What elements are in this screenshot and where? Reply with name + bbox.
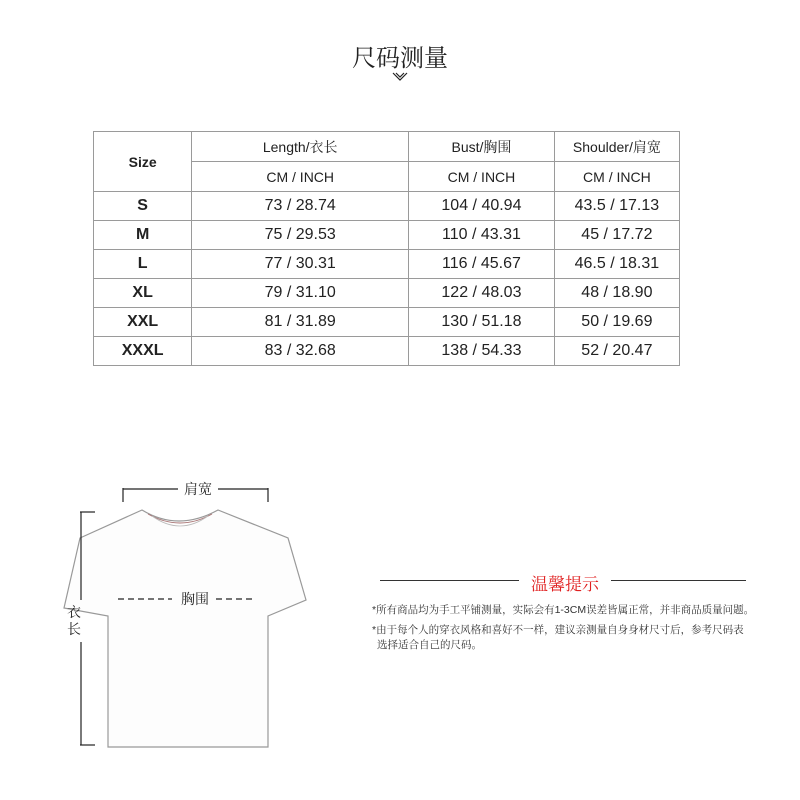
bust-cell: 122 / 48.03: [409, 279, 555, 308]
shoulder-column-header: Shoulder/肩宽: [554, 132, 679, 162]
length-cell: 75 / 29.53: [192, 221, 409, 250]
tips-note-1: *所有商品均为手工平铺测量，实际会有1-3CM误差皆属正常，并非商品质量问题。: [372, 604, 755, 616]
length-cell: 79 / 31.10: [192, 279, 409, 308]
table-row: [94, 221, 680, 250]
table-header-row: [94, 132, 680, 162]
shoulder-unit: CM / INCH: [554, 162, 679, 192]
chevron-down-icon: [392, 72, 408, 82]
tips-header: [380, 570, 750, 595]
size-table: [93, 131, 680, 366]
tips-note-2-line-2: 选择适合自己的尺码。: [377, 639, 482, 651]
length-unit: CM / INCH: [192, 162, 409, 192]
size-cell: L: [94, 250, 192, 279]
size-cell: S: [94, 192, 192, 221]
table-row: [94, 250, 680, 279]
shoulder-label: 肩宽: [184, 481, 212, 497]
length-cell: 83 / 32.68: [192, 337, 409, 366]
table-row: [94, 279, 680, 308]
shoulder-cell: 43.5 / 17.13: [554, 192, 679, 221]
size-cell: XXXL: [94, 337, 192, 366]
bust-unit: CM / INCH: [409, 162, 555, 192]
size-cell: XL: [94, 279, 192, 308]
table-row: [94, 192, 680, 221]
size-cell: M: [94, 221, 192, 250]
size-cell: XXL: [94, 308, 192, 337]
shoulder-cell: 48 / 18.90: [554, 279, 679, 308]
tshirt-outline: [64, 510, 306, 747]
bust-cell: 130 / 51.18: [409, 308, 555, 337]
bust-cell: 110 / 43.31: [409, 221, 555, 250]
bust-cell: 138 / 54.33: [409, 337, 555, 366]
size-column-header: Size: [94, 132, 192, 192]
shoulder-cell: 46.5 / 18.31: [554, 250, 679, 279]
table-row: [94, 337, 680, 366]
page-title: 尺码测量: [352, 45, 448, 72]
length-cell: 73 / 28.74: [192, 192, 409, 221]
length-label-1: 衣: [67, 604, 81, 620]
tips-title: 温馨提示: [519, 575, 611, 594]
shoulder-cell: 45 / 17.72: [554, 221, 679, 250]
bust-label: 胸围: [181, 591, 209, 607]
bust-cell: 104 / 40.94: [409, 192, 555, 221]
length-label-2: 长: [67, 621, 81, 637]
shoulder-cell: 50 / 19.69: [554, 308, 679, 337]
shoulder-cell: 52 / 20.47: [554, 337, 679, 366]
tshirt-measurement-diagram: [0, 460, 370, 760]
length-cell: 77 / 30.31: [192, 250, 409, 279]
length-cell: 81 / 31.89: [192, 308, 409, 337]
tips-note-2-line-1: *由于每个人的穿衣风格和喜好不一样，建议亲测量自身身材尺寸后，参考尺码表: [372, 624, 744, 636]
table-row: [94, 308, 680, 337]
bust-column-header: Bust/胸围: [409, 132, 555, 162]
length-column-header: Length/衣长: [192, 132, 409, 162]
bust-cell: 116 / 45.67: [409, 250, 555, 279]
